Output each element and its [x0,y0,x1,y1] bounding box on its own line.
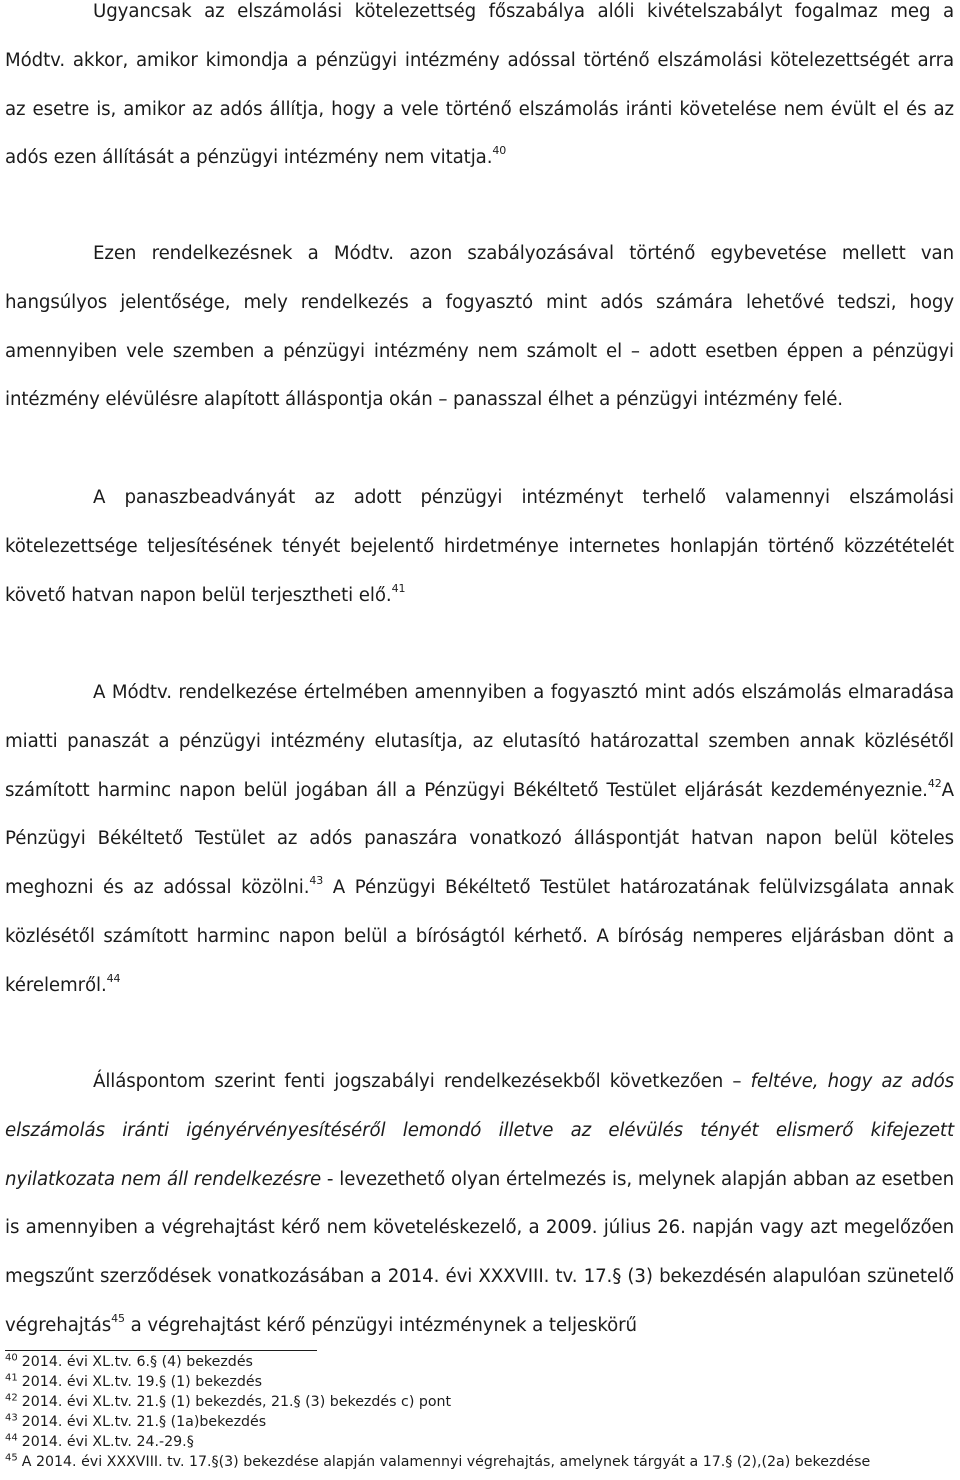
footnotes [5,1352,955,1472]
footnote-number: 44 [5,1432,18,1444]
paragraph-text: Álláspontom szerint fenti jogszabályi rendelkezésekből következően – [93,1071,751,1092]
emphasized-text: feltéve, hogy az adós elszámolás iránti igényérvényesítéséről lemondó illetve az elévülés tényét elismerő kifejezett nyilatkozata nem áll rendelkezésre [5,1071,954,1190]
footnote-number: 41 [5,1372,18,1384]
paragraph-text: A Módtv. rendelkezése értelmében amennyiben a fogyasztó mint adós elszámolás elmaradása miatti panaszát a pénzügyi intézmény elutasítja, az elutasító határozattal szemben annak közlésétől számított harminc napon belül jogában áll a Pénzügyi Békéltető Testület eljárását kezdeményeznie. [5,682,954,801]
footnote-ref-43[interactable]: 43 [309,874,324,888]
footnote-number: 42 [5,1392,18,1404]
footnote-number: 40 [5,1352,18,1364]
footnote-40 [5,1352,955,1372]
footnote-43 [5,1412,955,1432]
footnote-ref-40[interactable]: 40 [492,144,507,158]
footnote-42 [5,1392,955,1412]
footnote-number: 43 [5,1412,18,1424]
paragraph-text: A Pénzügyi Békéltető Testület az adós panaszára vonatkozó álláspontját hatvan napon belül köteles meghozni és az adóssal közölni. [5,779,954,899]
footnote-44 [5,1432,955,1452]
paragraph-4 [5,669,954,1011]
paragraph-text: A Pénzügyi Békéltető Testület határozatának felülvizsgálata annak közlésétől számított harminc napon belül a bíróságtól kérhető. A bíróság nemperes eljárásban dönt a kérelemről. [5,877,954,996]
paragraph-text: Ezen rendelkezésnek a Módtv. azon szabályozásával történő egybevetése mellett van hangsúlyos jelentősége, mely rendelkezés a fogyasztó mint adós számára lehetővé tedszi, hogy amennyiben vele szemben a pénzügyi intézmény nem számolt el – adott esetben éppen a pénzügyi intézmény elévülésre alapított álláspontja okán – panasszal élhet a pénzügyi intézmény felé. [5,243,954,411]
paragraph-text: A panaszbeadványát az adott pénzügyi intézményt terhelő valamennyi elszámolási kötelezettsége teljesítésének tényét bejelentő hirdetménye internetes honlapján történő közzétételét követő hatvan napon belül terjesztheti elő. [5,487,954,606]
paragraph-2 [5,230,954,425]
footnote-45 [5,1452,955,1472]
paragraph-3 [5,474,954,620]
footnote-41 [5,1372,955,1392]
paragraph-1 [5,0,954,183]
footnote-text: 2014. évi XL.tv. 21.§ (1) bekezdés, 21.§ (3) bekezdés c) pont [21,1394,452,1410]
footnote-text: 2014. évi XL.tv. 21.§ (1a)bekezdés [21,1414,267,1430]
footnote-ref-44[interactable]: 44 [106,971,121,985]
footnote-ref-45[interactable]: 45 [111,1311,125,1325]
footnote-text: 2014. évi XL.tv. 19.§ (1) bekezdés [21,1374,262,1390]
footnote-text: 2014. évi XL.tv. 6.§ (4) bekezdés [21,1354,253,1370]
footnote-number: 45 [5,1452,18,1464]
footnote-separator [5,1350,317,1351]
footnote-ref-41[interactable]: 41 [391,581,406,595]
paragraph-5 [5,1058,954,1351]
paragraph-text: Ugyancsak az elszámolási kötelezettség főszabálya alóli kivételszabályt fogalmaz meg a Módtv. akkor, amikor kimondja a pénzügyi intézmény adóssal történő elszámolási kötelezettségét arra az esetre is, amikor az adós állítja, hogy a vele történő elszámolás iránti követelése nem évült el és az adós ezen állítását a pénzügyi intézmény nem vitatja. [5,1,954,169]
footnote-ref-42[interactable]: 42 [927,776,942,790]
paragraph-text: a végrehajtást kérő pénzügyi intézménynek a teljeskörű [124,1314,637,1336]
footnote-text: A 2014. évi XXXVIII. tv. 17.§(3) bekezdése alapján valamennyi végrehajtás, amelynek tárgyát a 17.§ (2),(2a) bekezdése [21,1454,871,1470]
paragraph-text: - levezethető olyan értelmezés is, melynek alapján abban az esetben is amennyiben a végrehajtást kérő nem követeléskezelő, a 2009. július 26. napján vagy azt megelőzően megszűnt szerződések vonatkozásában a 2014. évi XXXVIII. tv. 17.§ (3) bekezdésén alapulóan szünetelő végrehajtás [5,1168,954,1336]
footnote-text: 2014. évi XL.tv. 24.-29.§ [21,1434,194,1450]
